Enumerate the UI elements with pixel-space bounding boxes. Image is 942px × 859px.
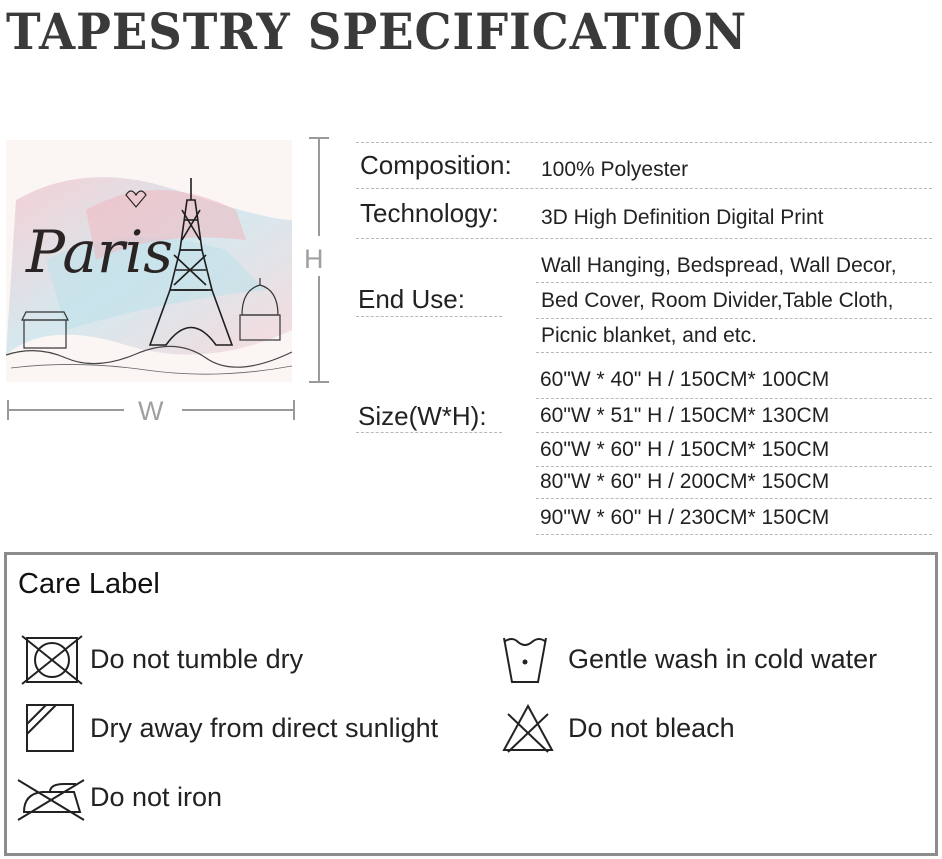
- care-item-text: Do not iron: [90, 782, 223, 812]
- end-use-line: Picnic blanket, and etc.: [541, 324, 757, 347]
- spec-divider: [356, 432, 502, 433]
- no-tumble-dry-icon: [20, 634, 84, 686]
- care-label-title: Care Label: [18, 568, 160, 600]
- spec-divider: [536, 352, 932, 353]
- composition-label: Composition:: [360, 150, 512, 180]
- height-label: H: [304, 244, 324, 274]
- care-item-text: Do not bleach: [568, 713, 735, 743]
- eiffel-tower-artwork: [6, 140, 292, 382]
- spec-divider: [356, 188, 932, 189]
- size-option: 60"W * 60" H / 150CM* 150CM: [540, 438, 830, 461]
- spec-divider: [356, 316, 502, 317]
- dry-in-shade-icon: [24, 702, 76, 754]
- size-option: 90"W * 60" H / 230CM* 150CM: [540, 506, 830, 529]
- spec-divider: [536, 432, 932, 433]
- size-option: 80"W * 60" H / 200CM* 150CM: [540, 470, 830, 493]
- paris-text: Paris: [26, 218, 174, 286]
- spec-divider: [536, 398, 932, 399]
- size-option: 60"W * 51" H / 150CM* 130CM: [540, 404, 830, 427]
- no-bleach-icon: [500, 702, 556, 754]
- composition-value: 100% Polyester: [541, 158, 689, 181]
- width-label: W: [138, 396, 164, 426]
- spec-divider: [536, 466, 932, 467]
- spec-divider: [356, 238, 932, 239]
- care-item-text: Dry away from direct sunlight: [90, 713, 439, 743]
- cold-wash-icon: [500, 632, 550, 686]
- spec-divider: [536, 498, 932, 499]
- size-label: Size(W*H):: [358, 401, 487, 431]
- technology-value: 3D High Definition Digital Print: [541, 206, 824, 229]
- size-option: 60"W * 40" H / 150CM* 100CM: [540, 368, 830, 391]
- spec-divider: [356, 142, 932, 143]
- care-item-text: Do not tumble dry: [90, 644, 304, 674]
- spec-divider: [536, 282, 932, 283]
- no-iron-icon: [14, 772, 88, 824]
- end-use-line: Wall Hanging, Bedspread, Wall Decor,: [541, 254, 897, 277]
- spec-divider: [536, 318, 932, 319]
- end-use-label: End Use:: [358, 284, 465, 314]
- care-item-text: Gentle wash in cold water: [568, 644, 878, 674]
- page-title: TAPESTRY SPECIFICATION: [6, 2, 748, 61]
- spec-divider: [536, 534, 932, 535]
- technology-label: Technology:: [360, 198, 499, 228]
- end-use-line: Bed Cover, Room Divider,Table Cloth,: [541, 289, 894, 312]
